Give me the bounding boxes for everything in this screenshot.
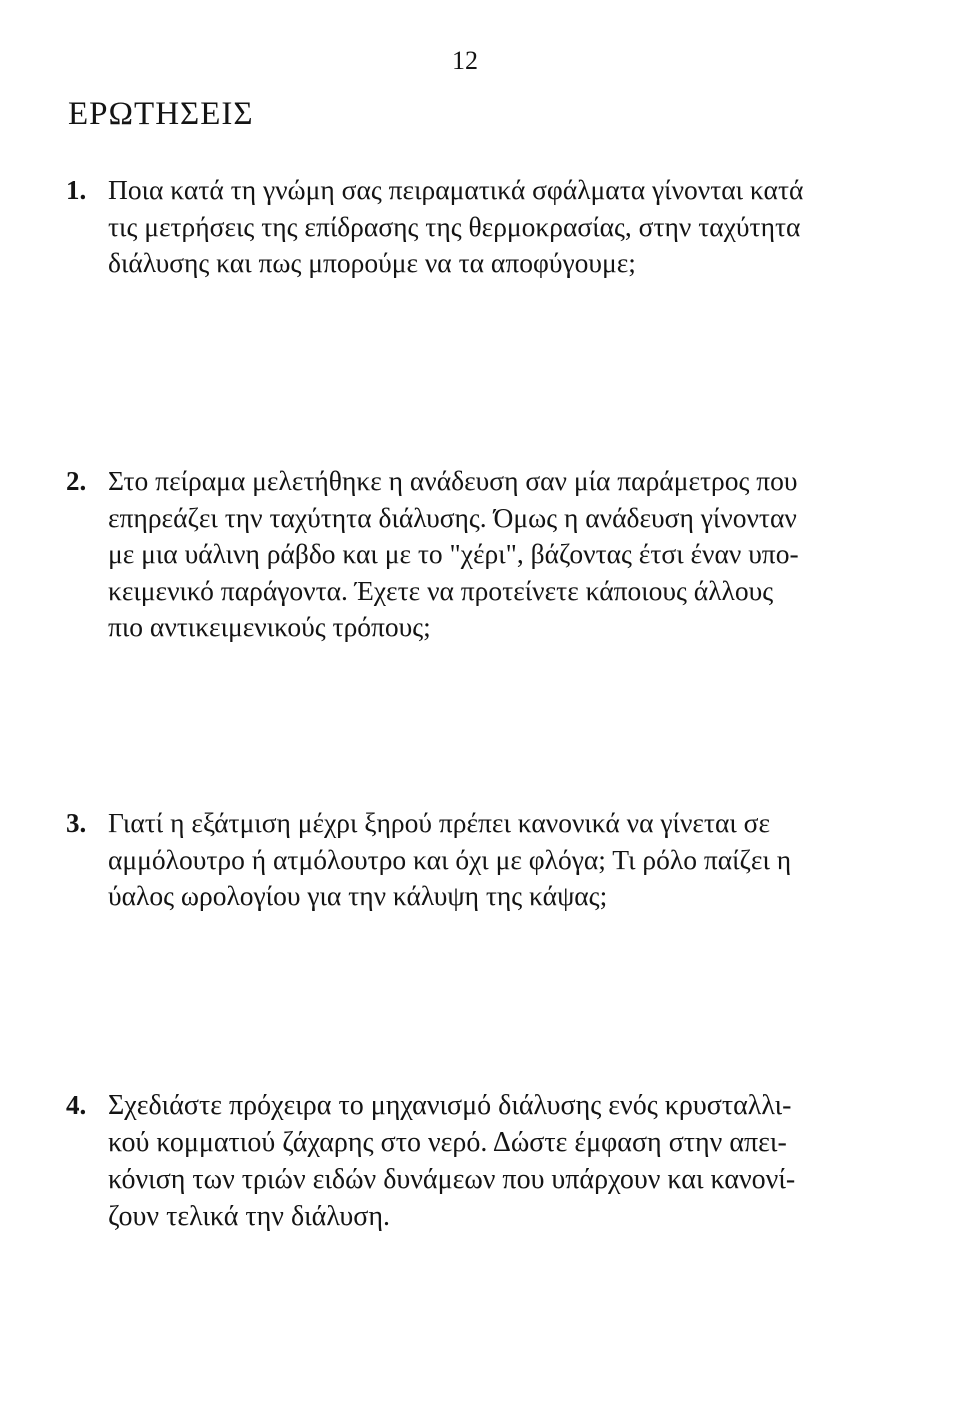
page-title: ΕΡΩΤΗΣΕΙΣ (68, 96, 254, 132)
question-3 (66, 805, 886, 915)
question-text: Στο πείραμα μελετήθηκε η ανάδευση σαν μία παράμετρος που επηρεάζει την ταχύτητα διάλυσης. Όμως η ανάδευση γίνονταν με μια υάλινη ράβδο και με το "χέρι", βάζοντας έτσι έναν υπο- κειμενικό παράγοντα. Έχετε να προτείνετε κάποιους άλλους πιο αντικειμενικούς τρόπους; (108, 465, 799, 642)
question-number: 3. (66, 808, 87, 838)
question-text: Γιατί η εξάτμιση μέχρι ξηρού πρέπει κανονικά να γίνεται σε αμμόλουτρο ή ατμόλουτρο και όχι με φλόγα; Τι ρόλο παίζει η ύαλος ωρολογίου για την κάλυψη της κάψας; (108, 807, 792, 911)
question-1 (66, 172, 886, 282)
question-number: 4. (66, 1090, 87, 1120)
question-text: Ποια κατά τη γνώμη σας πειραματικά σφάλματα γίνονται κατά τις μετρήσεις της επίδρασης της θερμοκρασίας, στην ταχύτητα διάλυσης και πως μπορούμε να τα αποφύγουμε; (108, 174, 804, 278)
question-4 (66, 1087, 886, 1235)
question-text: Σχεδιάστε πρόχειρα το μηχανισμό διάλυσης ενός κρυσταλλι- κού κομματιού ζάχαρης στο νερό. Δώστε έμφαση στην απει- κόνιση των τριών ειδών δυνάμεων που υπάρχουν και κανονί- ζουν τελικά την διάλυση. (108, 1090, 796, 1232)
page-number: 12 (452, 46, 478, 75)
question-2 (66, 463, 886, 646)
question-number: 2. (66, 466, 87, 496)
question-number: 1. (66, 175, 87, 205)
